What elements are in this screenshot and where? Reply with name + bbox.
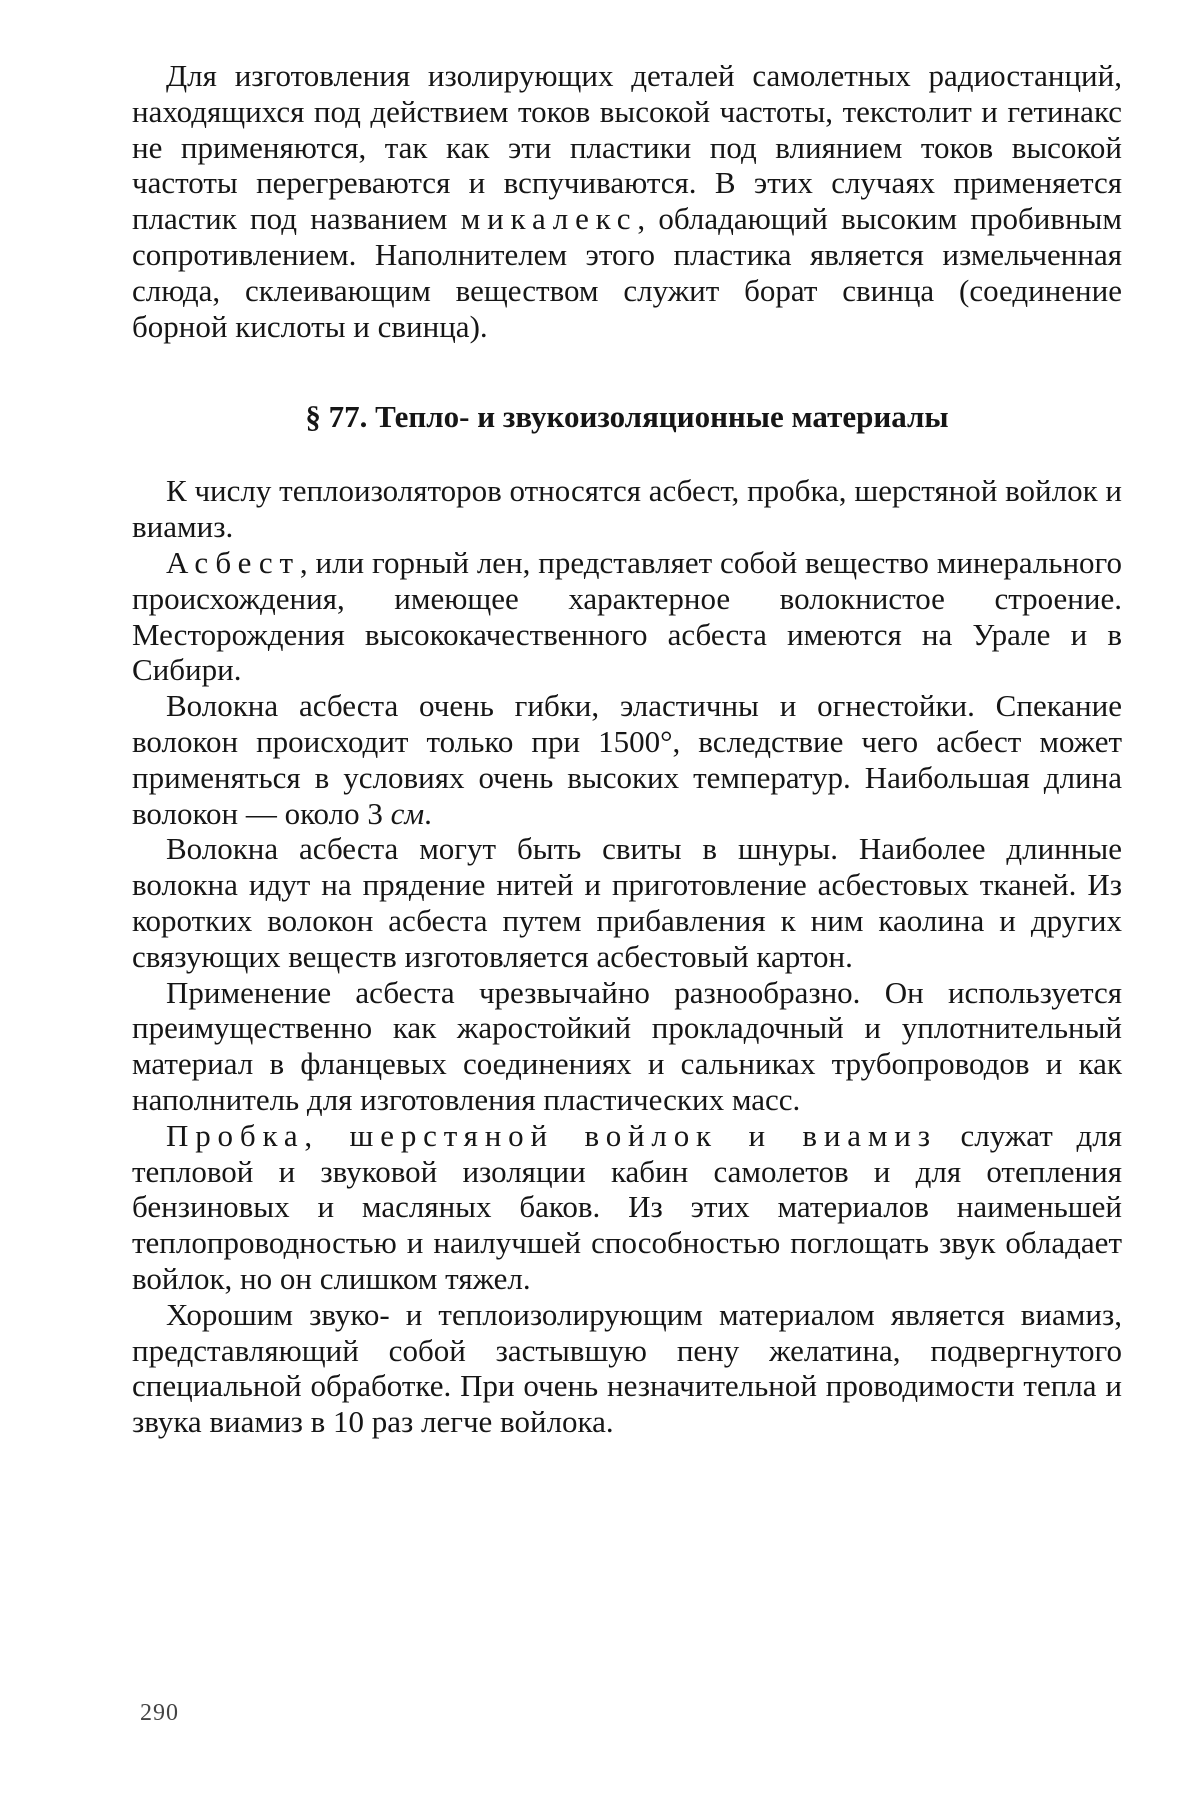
- asbestos-text: , или горный лен, представляет собой вещество минерального происхождения, имеющее характерное волокнистое строение. Месторождения высококачественного асбеста имеются на Урале и в Сибири.: [132, 544, 1122, 688]
- paragraph-viamiz: Хорошим звуко- и теплоизолирующим материалом является виамиз, представляющий собой застывшую пену желатина, подвергнутого специальной обработке. При очень незначительной проводимости тепла и звука виамиз в 10 раз легче войлока.: [132, 1296, 1122, 1440]
- paragraph-fibers: [132, 688, 1122, 831]
- unit-cm: см: [390, 795, 425, 831]
- paragraph-cork-felt: [132, 1118, 1122, 1297]
- term-mikaleks: микалекс: [460, 201, 638, 237]
- paragraph-asbestos: [132, 545, 1122, 688]
- term-asbestos: Асбест: [166, 544, 300, 580]
- fibers-text-a: Волокна асбеста очень гибки, эластичны и огнестойки. Спекание волокон происходит только при 1500°, вследствие чего асбест может применяться в условиях очень высоких температур. Наибольшая длина волокон — около 3: [132, 688, 1122, 831]
- cork-felt-text: служат для тепловой и звуковой изоляции кабин самолетов и для отепления бензиновых и масляных баков. Из этих материалов наименьшей теплопроводностью и наилучшей способностью поглощать звук обладает войлок, но он слишком тяжел.: [132, 1117, 1122, 1296]
- term-cork-felt-viamiz: Пробка, шерстяной войлок и виамиз: [166, 1117, 937, 1153]
- intro-text-b: , обладающий высоким пробивным сопротивлением. Наполнителем этого пластика является измельченная слюда, склеивающим веществом служит борат свинца (соединение борной кислоты и свинца).: [132, 201, 1122, 344]
- section-heading: § 77. Тепло- и звукоизоляционные материалы: [305, 399, 949, 435]
- text-column: [132, 58, 1122, 1440]
- page-number: 290: [140, 1700, 179, 1726]
- paragraph-usage: Применение асбеста чрезвычайно разнообразно. Он используется преимущественно как жаростойкий прокладочный и уплотнительный материал в фланцевых соединениях и сальниках трубопроводов и как наполнитель для изготовления пластических масс.: [132, 974, 1122, 1117]
- intro-text-a: Для изготовления изолирующих деталей самолетных радиостанций, находящихся под действием токов высокой частоты, текстолит и гетинакс не применяются, так как эти пластики под влиянием токов высокой частоты перегреваются и вспучиваются. В этих случаях применяется пластик под названием: [132, 58, 1122, 237]
- fibers-text-b: .: [424, 795, 432, 831]
- intro-paragraph: [132, 58, 1122, 344]
- paragraph-cords: Волокна асбеста могут быть свиты в шнуры. Наиболее длинные волокна идут на прядение нитей и приготовление асбестовых тканей. Из коротких волокон асбеста путем прибавления к ним каолина и других связующих веществ изготовляется асбестовый картон.: [132, 831, 1122, 974]
- paragraph-insulators: К числу теплоизоляторов относятся асбест, пробка, шерстяной войлок и виамиз.: [132, 473, 1122, 545]
